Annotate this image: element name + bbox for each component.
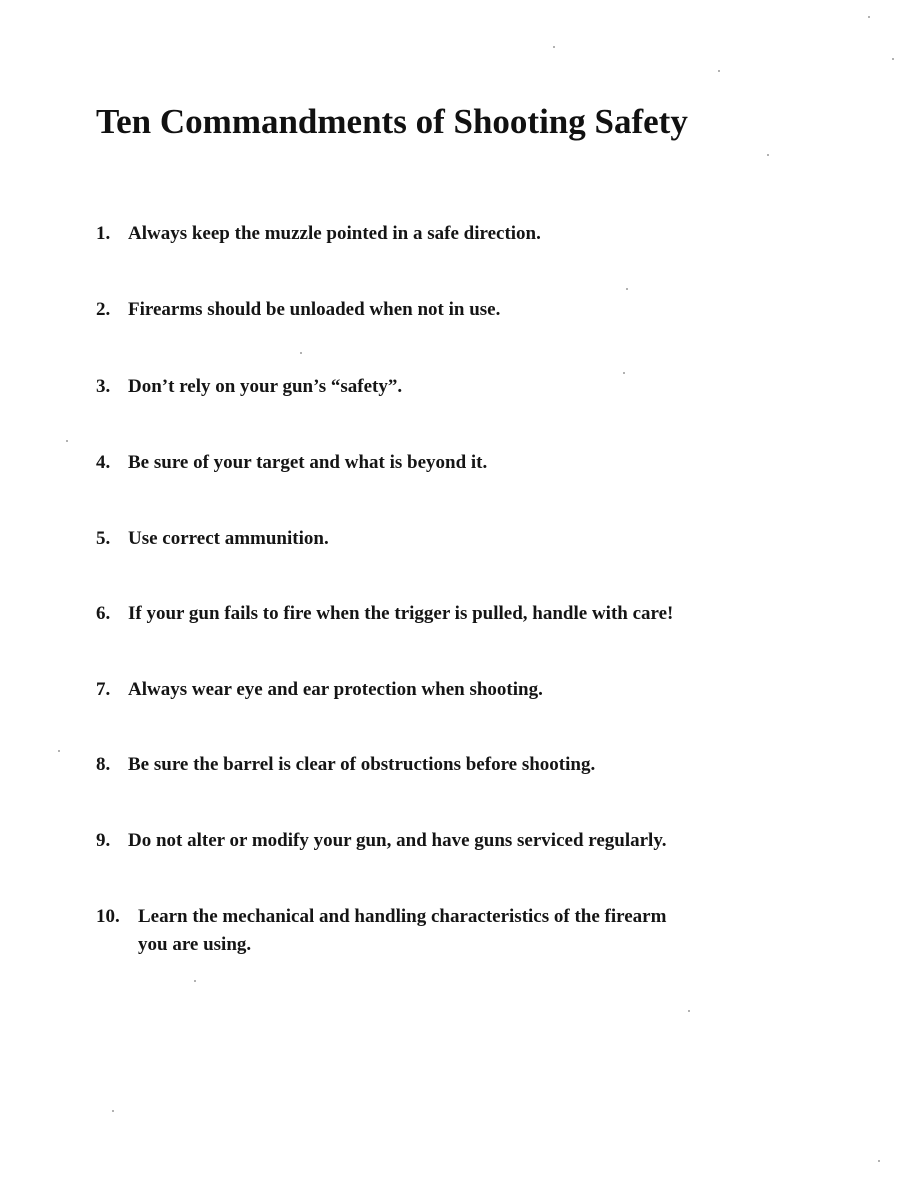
item-number: 8. (96, 754, 111, 775)
item-number: 3. (96, 376, 111, 397)
list-item-8 (96, 751, 595, 779)
scan-speck (623, 372, 625, 374)
item-text: Be sure the barrel is clear of obstructions before shooting. (128, 754, 596, 775)
scan-speck (553, 46, 555, 48)
item-text: Always keep the muzzle pointed in a safe direction. (128, 223, 541, 244)
scan-speck (194, 980, 196, 982)
scan-speck (300, 352, 302, 354)
scan-speck (868, 16, 870, 18)
item-number: 10. (96, 906, 120, 927)
item-text: Always wear eye and ear protection when shooting. (128, 679, 543, 700)
scan-speck (112, 1110, 114, 1112)
item-text: Use correct ammunition. (128, 528, 329, 549)
scan-speck (892, 58, 894, 60)
item-text: If your gun fails to fire when the trigger is pulled, handle with care! (128, 603, 674, 624)
list-item-7 (96, 676, 543, 704)
list-item-1 (96, 220, 541, 248)
item-text (138, 903, 666, 959)
item-number: 7. (96, 679, 111, 700)
list-item-5 (96, 525, 329, 553)
scan-speck (626, 288, 628, 290)
item-text: Firearms should be unloaded when not in use. (128, 299, 501, 320)
item-text-line-1: Learn the mechanical and handling characteristics of the firearm (138, 906, 667, 927)
list-item-10 (96, 903, 666, 959)
item-text: Do not alter or modify your gun, and have guns serviced regularly. (128, 830, 667, 851)
list-item-6 (96, 600, 673, 628)
scan-speck (688, 1010, 690, 1012)
item-number: 9. (96, 830, 111, 851)
list-item-2 (96, 296, 500, 324)
item-text-line-2: you are using. (138, 934, 252, 955)
list-item-4 (96, 449, 487, 477)
item-number: 4. (96, 452, 111, 473)
scan-speck (767, 154, 769, 156)
item-number: 5. (96, 528, 111, 549)
item-text: Don’t rely on your gun’s “safety”. (128, 376, 403, 397)
list-item-9 (96, 827, 667, 855)
scan-speck (878, 1160, 880, 1162)
scan-speck (66, 440, 68, 442)
page-title: Ten Commandments of Shooting Safety (96, 102, 688, 141)
scan-speck (718, 70, 720, 72)
scan-speck (58, 750, 60, 752)
item-number: 2. (96, 299, 111, 320)
item-text: Be sure of your target and what is beyond it. (128, 452, 488, 473)
list-item-3 (96, 373, 402, 401)
item-number: 1. (96, 223, 111, 244)
item-number: 6. (96, 603, 111, 624)
